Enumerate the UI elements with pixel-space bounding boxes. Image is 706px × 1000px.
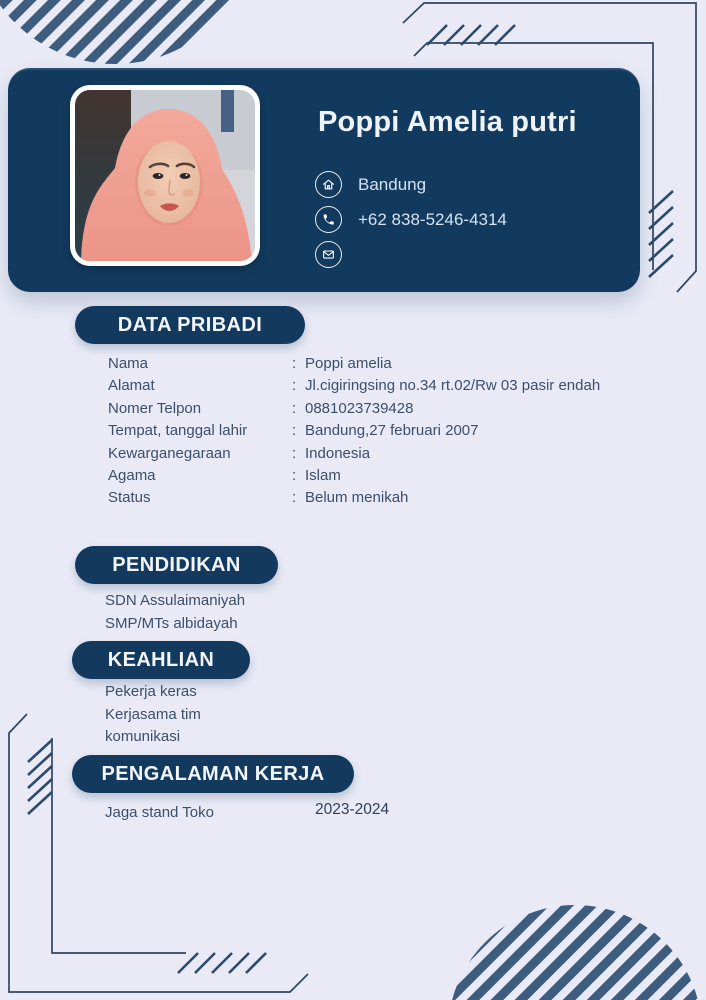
experience-role: Jaga stand Toko — [105, 804, 214, 821]
education-list — [105, 590, 245, 635]
colon — [292, 375, 303, 397]
row-label: Tempat, tanggal lahir — [108, 422, 248, 440]
contact-phone — [315, 206, 507, 233]
section-badge-data-pribadi: DATA PRIBADI — [75, 306, 305, 344]
row-value: Bandung,27 februari 2007 — [305, 422, 479, 440]
header-card — [8, 68, 640, 292]
phone-text: +62 838-5246-4314 — [358, 209, 507, 229]
row-label: Agama — [108, 467, 156, 485]
list-item: SMP/MTs albidayah — [105, 614, 238, 632]
location-text: Bandung — [358, 174, 427, 194]
row-value: Jl.cigiringsing no.34 rt.02/Rw 03 pasir endah — [305, 377, 601, 395]
table-row — [108, 443, 653, 465]
portrait-illustration — [75, 90, 255, 261]
colon — [292, 487, 303, 509]
row-value: Indonesia — [305, 444, 371, 462]
row-label: Status — [108, 489, 151, 507]
row-label: Nama — [108, 355, 149, 372]
table-row — [108, 375, 653, 397]
section-badge-keahlian: KEAHLIAN — [72, 641, 250, 679]
striped-circle-bottom-right — [420, 880, 706, 1000]
phone-icon — [315, 206, 342, 233]
row-label: Kewarganegaraan — [108, 444, 231, 462]
colon — [292, 353, 303, 375]
mail-icon — [315, 241, 342, 268]
home-icon — [315, 171, 342, 198]
row-value: Poppi amelia — [305, 355, 392, 372]
section-badge-pendidikan: PENDIDIKAN — [75, 546, 278, 584]
colon — [292, 398, 303, 420]
table-row — [108, 487, 653, 509]
colon — [292, 465, 303, 487]
row-label: Alamat — [108, 377, 155, 395]
table-row — [108, 398, 653, 420]
personal-data-table — [108, 353, 653, 510]
profile-photo — [70, 85, 260, 266]
colon — [292, 420, 303, 442]
row-value: 0881023739428 — [305, 399, 414, 417]
list-item: Kerjasama tim — [105, 705, 201, 723]
row-label: Nomer Telpon — [108, 399, 202, 417]
experience-period: 2023-2024 — [315, 801, 390, 818]
table-row — [108, 353, 653, 375]
row-value: Islam — [305, 467, 341, 485]
section-badge-pengalaman-kerja: PENGALAMAN KERJA — [72, 755, 354, 793]
list-item: SDN Assulaimaniyah — [105, 592, 246, 609]
skills-list — [105, 681, 201, 749]
row-value: Belum menikah — [305, 489, 409, 507]
table-row — [108, 420, 653, 442]
list-item: komunikasi — [105, 728, 181, 746]
contact-email — [315, 241, 358, 268]
table-row — [108, 465, 653, 487]
colon — [292, 443, 303, 465]
person-name: Poppi Amelia putri — [318, 106, 577, 138]
list-item: Pekerja keras — [105, 683, 197, 700]
contact-location — [315, 171, 426, 198]
